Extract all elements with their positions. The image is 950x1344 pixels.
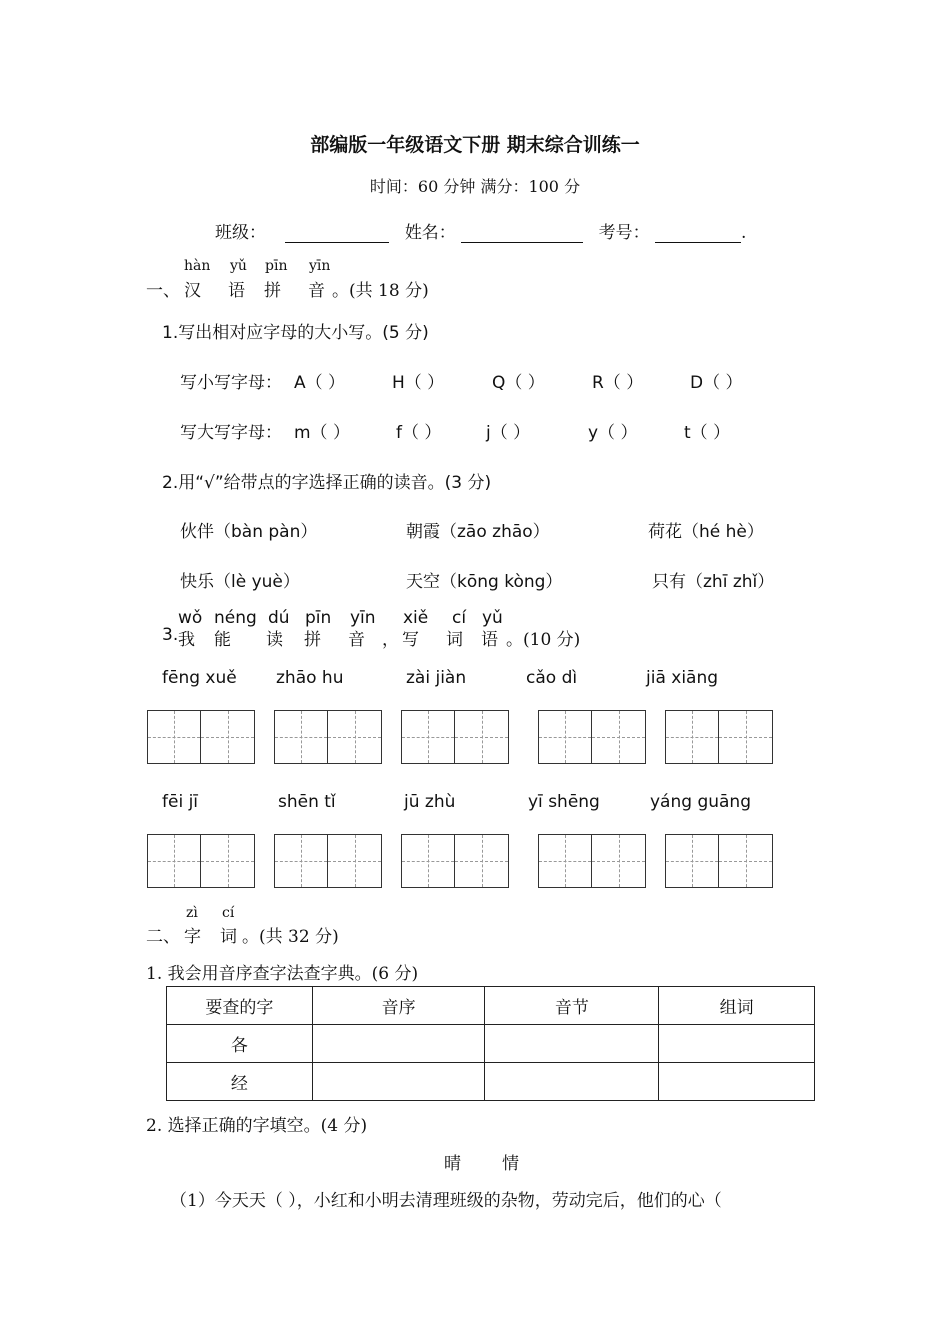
q1-upper-item[interactable]: y（ ） (588, 423, 638, 443)
table-header: 音节 (485, 987, 659, 1025)
q3-row2-pinyin: jū zhù (404, 792, 456, 812)
q1-lower-item[interactable]: D（ ） (690, 373, 743, 393)
q1-upper-item[interactable]: f（ ） (396, 423, 442, 443)
page-title: 部编版一年级语文下册 期末综合训练一 (310, 134, 640, 156)
table-cell-char: 经 (167, 1063, 313, 1101)
q1-upper-label: 写大写字母： (180, 423, 282, 443)
table-cell-answer[interactable] (312, 1025, 485, 1063)
writing-grid[interactable] (147, 834, 255, 888)
q3-row1-pinyin: jiā xiāng (646, 668, 719, 688)
student-info-line (215, 218, 746, 243)
q2-item[interactable]: 快乐（lè yuè） (180, 572, 300, 592)
q3-pinyin: xiě (403, 608, 429, 628)
q3-prefix: 3. (162, 625, 179, 645)
section1-suffix: 。(共 18 分) (332, 281, 429, 301)
q3-row1-pinyin: zhāo hu (276, 668, 344, 688)
q1-lower-label: 写小写字母： (180, 373, 282, 393)
section2-pinyin-2: cí (222, 905, 235, 921)
q3-pinyin: cí (452, 608, 467, 628)
writing-grid[interactable] (401, 834, 509, 888)
section1-char-1: 汉 (184, 281, 201, 301)
q1-upper-item[interactable]: t（ ） (684, 423, 731, 443)
writing-grid[interactable] (665, 834, 773, 888)
q2-item[interactable]: 朝霞（zāo zhāo） (406, 522, 550, 542)
id-end: . (741, 223, 747, 243)
table-row (167, 1063, 815, 1101)
section2-suffix: 。(共 32 分) (242, 927, 339, 947)
q2-item[interactable]: 荷花（hé hè） (648, 522, 764, 542)
q3-pinyin: dú (268, 608, 290, 628)
writing-grid[interactable] (538, 834, 646, 888)
q3-pinyin: yīn (350, 608, 376, 628)
q2-prompt: 2.用“√”给带点的字选择正确的读音。(3 分) (162, 473, 492, 493)
section1-prefix: 一、 (146, 281, 180, 301)
q3-char: 语 (481, 630, 498, 650)
section1-pinyin-2: yǔ (230, 258, 247, 274)
q3-row2-pinyin: fēi jī (162, 792, 199, 812)
table-cell-answer[interactable] (485, 1063, 659, 1101)
q1-lower-item[interactable]: R（ ） (592, 373, 644, 393)
table-cell-answer[interactable] (485, 1025, 659, 1063)
q3-char: 写 (402, 630, 419, 650)
class-label: 班级： (215, 223, 266, 243)
table-row (167, 1025, 815, 1063)
id-label: 考号： (598, 223, 650, 243)
table-header: 组词 (659, 987, 815, 1025)
section2-char-2: 词 (220, 927, 237, 947)
writing-grid[interactable] (538, 710, 646, 764)
table-header: 要查的字 (167, 987, 313, 1025)
writing-grid[interactable] (274, 710, 382, 764)
q3-char: 词 (446, 630, 463, 650)
q3-char: 读 (266, 630, 283, 650)
writing-grid[interactable] (665, 710, 773, 764)
writing-grid[interactable] (274, 834, 382, 888)
name-blank[interactable] (461, 224, 583, 243)
q3-row1-pinyin: zài jiàn (406, 668, 467, 688)
table-cell-answer[interactable] (659, 1063, 815, 1101)
q21-prompt: 1. 我会用音序查字法查字典。(6 分) (146, 964, 419, 984)
q1-upper-item[interactable]: j（ ） (486, 423, 531, 443)
q3-char: 能 (214, 630, 231, 650)
section1-char-2: 语 (228, 281, 245, 301)
writing-grid[interactable] (147, 710, 255, 764)
q3-char: 音 (348, 630, 365, 650)
q1-lower-item[interactable]: A（ ） (294, 373, 346, 393)
table-cell-answer[interactable] (312, 1063, 485, 1101)
section1-pinyin-4: yīn (309, 258, 331, 274)
section1-pinyin-3: pīn (265, 258, 288, 274)
q3-char: ， (382, 630, 399, 650)
q22-prompt: 2. 选择正确的字填空。(4 分) (146, 1116, 368, 1136)
q2-item[interactable]: 只有（zhī zhǐ） (652, 572, 775, 592)
q3-pinyin: wǒ (178, 608, 203, 628)
q1-lower-item[interactable]: Q（ ） (492, 373, 545, 393)
q2-item[interactable]: 伙伴（bàn pàn） (180, 522, 318, 542)
section1-char-3: 拼 (264, 281, 281, 301)
section1-char-4: 音 (308, 281, 325, 301)
q3-row2-pinyin: shēn tǐ (278, 792, 336, 812)
q3-row2-pinyin: yī shēng (528, 792, 600, 812)
table-cell-char: 各 (167, 1025, 313, 1063)
q3-row1-pinyin: fēng xuě (162, 668, 237, 688)
q3-pinyin: néng (214, 608, 257, 628)
q2-item[interactable]: 天空（kōng kòng） (406, 572, 563, 592)
section2-prefix: 二、 (146, 927, 180, 947)
writing-grid[interactable] (401, 710, 509, 764)
q22-option: 晴 (444, 1154, 461, 1174)
section1-pinyin-1: hàn (184, 258, 211, 274)
table-header: 音序 (312, 987, 485, 1025)
q3-char: 拼 (304, 630, 321, 650)
q1-lower-item[interactable]: H（ ） (392, 373, 445, 393)
q1-upper-item[interactable]: m（ ） (294, 423, 350, 443)
q3-char: 我 (178, 630, 195, 650)
table-cell-answer[interactable] (659, 1025, 815, 1063)
exam-info: 时间：60 分钟 满分：100 分 (369, 177, 581, 196)
q3-pinyin: yǔ (482, 608, 503, 628)
table-header-row (167, 987, 815, 1025)
q22-sentence[interactable]: （1）今天天（ ），小红和小明去清理班级的杂物，劳动完后，他们的心（ (170, 1191, 722, 1211)
q3-row2-pinyin: yáng guāng (650, 792, 751, 812)
q3-row1-pinyin: cǎo dì (526, 668, 578, 688)
id-blank[interactable] (655, 224, 741, 243)
name-label: 姓名： (404, 223, 456, 243)
class-blank[interactable] (285, 224, 389, 243)
q3-pinyin: pīn (305, 608, 332, 628)
q1-prompt: 1.写出相对应字母的大小写。(5 分) (162, 323, 429, 343)
section2-pinyin-1: zì (186, 905, 198, 921)
q22-option: 情 (502, 1154, 519, 1174)
dictionary-table (166, 986, 815, 1101)
section2-char-1: 字 (184, 927, 201, 947)
q3-suffix: 。(10 分) (506, 630, 581, 650)
